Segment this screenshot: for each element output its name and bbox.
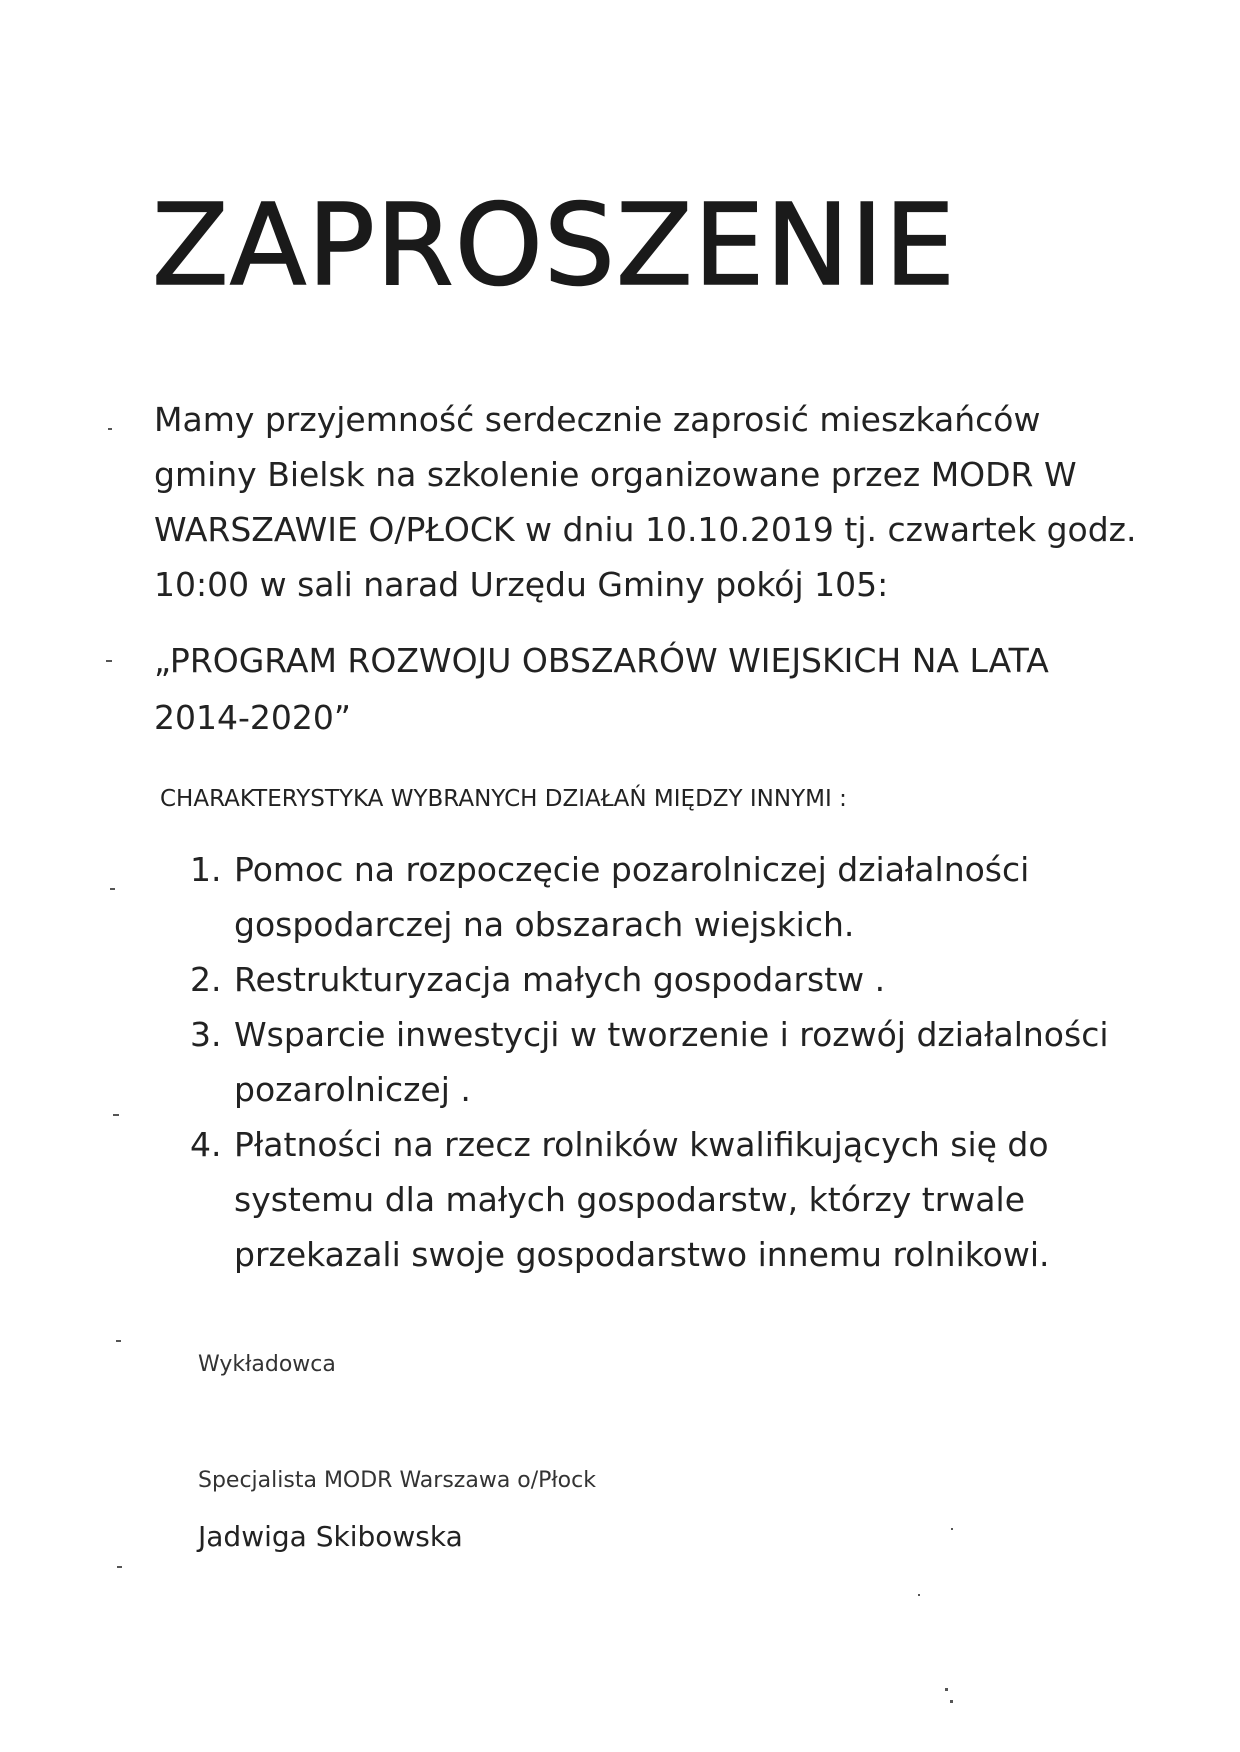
list-item	[190, 952, 1120, 1007]
list-item-text: Wsparcie inwestycji w tworzenie i rozwój działalności pozarolniczej .	[234, 1015, 1109, 1109]
list-item-text: Pomoc na rozpoczęcie pozarolniczej działalności gospodarczej na obszarach wiejskich.	[234, 850, 1030, 944]
lecturer-label: Wykładowca	[198, 1352, 336, 1377]
scan-speck	[918, 1594, 920, 1596]
scan-speck	[945, 1688, 948, 1691]
list-item	[190, 1117, 1120, 1282]
actions-subheading: CHARAKTERYSTYKA WYBRANYCH DZIAŁAŃ MIĘDZY INNYMI :	[160, 786, 847, 812]
scan-speck	[116, 1340, 121, 1342]
scan-speck	[951, 1528, 953, 1530]
scan-speck	[110, 888, 115, 890]
lecturer-name: Jadwiga Skibowska	[198, 1520, 463, 1553]
actions-list	[190, 842, 1120, 1282]
specialist-title: Specjalista MODR Warszawa o/Płock	[198, 1468, 596, 1493]
program-title: „PROGRAM ROZWOJU OBSZARÓW WIEJSKICH NA LATA 2014-2020”	[154, 641, 1049, 737]
list-item-number: 2.	[190, 960, 222, 999]
scan-speck	[950, 1700, 953, 1703]
scan-speck	[113, 1114, 119, 1116]
scan-speck	[108, 428, 112, 430]
list-item-number: 1.	[190, 850, 222, 889]
list-item-text: Płatności na rzecz rolników kwalifikujących się do systemu dla małych gospodarstw, którzy trwale przekazali swoje gospodarstwo innemu rolnikowi.	[234, 1125, 1050, 1274]
list-item-number: 4.	[190, 1125, 222, 1164]
list-item-text: Restrukturyzacja małych gospodarstw .	[234, 960, 886, 999]
list-item-number: 3.	[190, 1015, 222, 1054]
scan-speck	[117, 1566, 122, 1568]
intro-paragraph: Mamy przyjemność serdecznie zaprosić mieszkańców gminy Bielsk na szkolenie organizowane przez MODR W WARSZAWIE O/PŁOCK w dniu 10.10.2019 tj. czwartek godz. 10:00 w sali narad Urzędu Gminy pokój 105:	[154, 400, 1137, 604]
list-item	[190, 842, 1120, 952]
document-title: ZAPROSZENIE	[152, 181, 957, 311]
scan-speck	[106, 660, 112, 662]
list-item	[190, 1007, 1120, 1117]
